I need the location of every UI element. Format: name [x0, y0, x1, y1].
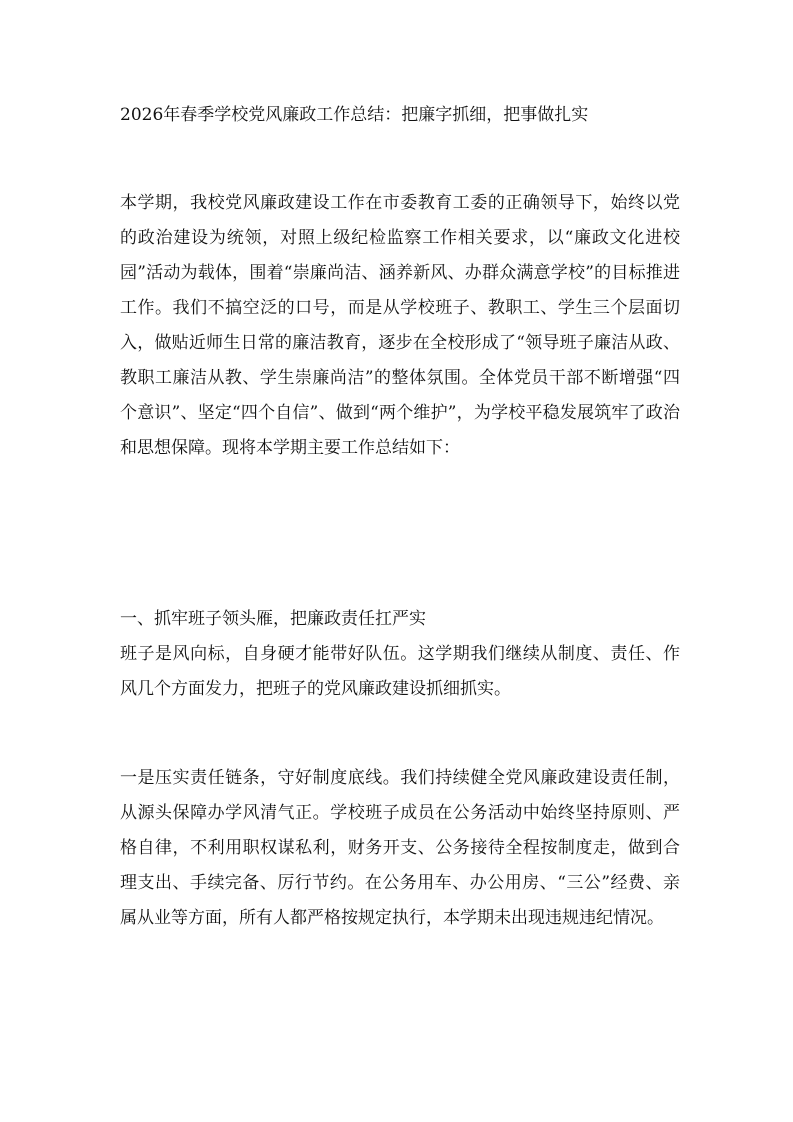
- section-1-paragraph-2: 一是压实责任链条，守好制度底线。我们持续健全党风廉政建设责任制，从源头保障办学风清气正。学校班子成员在公务活动中始终坚持原则、严格自律，不利用职权谋私利，财务开支、公务接待全程按制度走，做到合理支出、手续完备、厉行节约。在公务用车、办公用房、“三公”经费、亲属从业等方面，所有人都严格按规定执行，本学期未出现违规违纪情况。: [120, 768, 680, 928]
- section-1-paragraph-1: 班子是风向标，自身硬才能带好队伍。这学期我们继续从制度、责任、作风几个方面发力，把班子的党风廉政建设抓细抓实。: [120, 644, 680, 699]
- document-title: 2026年春季学校党风廉政工作总结：把廉字抓细，把事做扎实: [120, 105, 589, 125]
- intro-paragraph: 本学期，我校党风廉政建设工作在市委教育工委的正确领导下，始终以党的政治建设为统领，对照上级纪检监察工作相关要求，以“廉政文化进校园”活动为载体，围着“崇廉尚洁、涵养新风、办群众满意学校”的目标推进工作。我们不搞空泛的口号，而是从学校班子、教职工、学生三个层面切入，做贴近师生日常的廉洁教育，逐步在全校形成了“领导班子廉洁从政、教职工廉洁从教、学生崇廉尚洁”的整体氛围。全体党员干部不断增强“四个意识”、坚定“四个自信”、做到“两个维护”，为学校平稳发展筑牢了政治和思想保障。现将本学期主要工作总结如下：: [120, 193, 680, 458]
- section-1-heading: 一、抓牢班子领头雁，把廉政责任扛严实: [120, 609, 426, 629]
